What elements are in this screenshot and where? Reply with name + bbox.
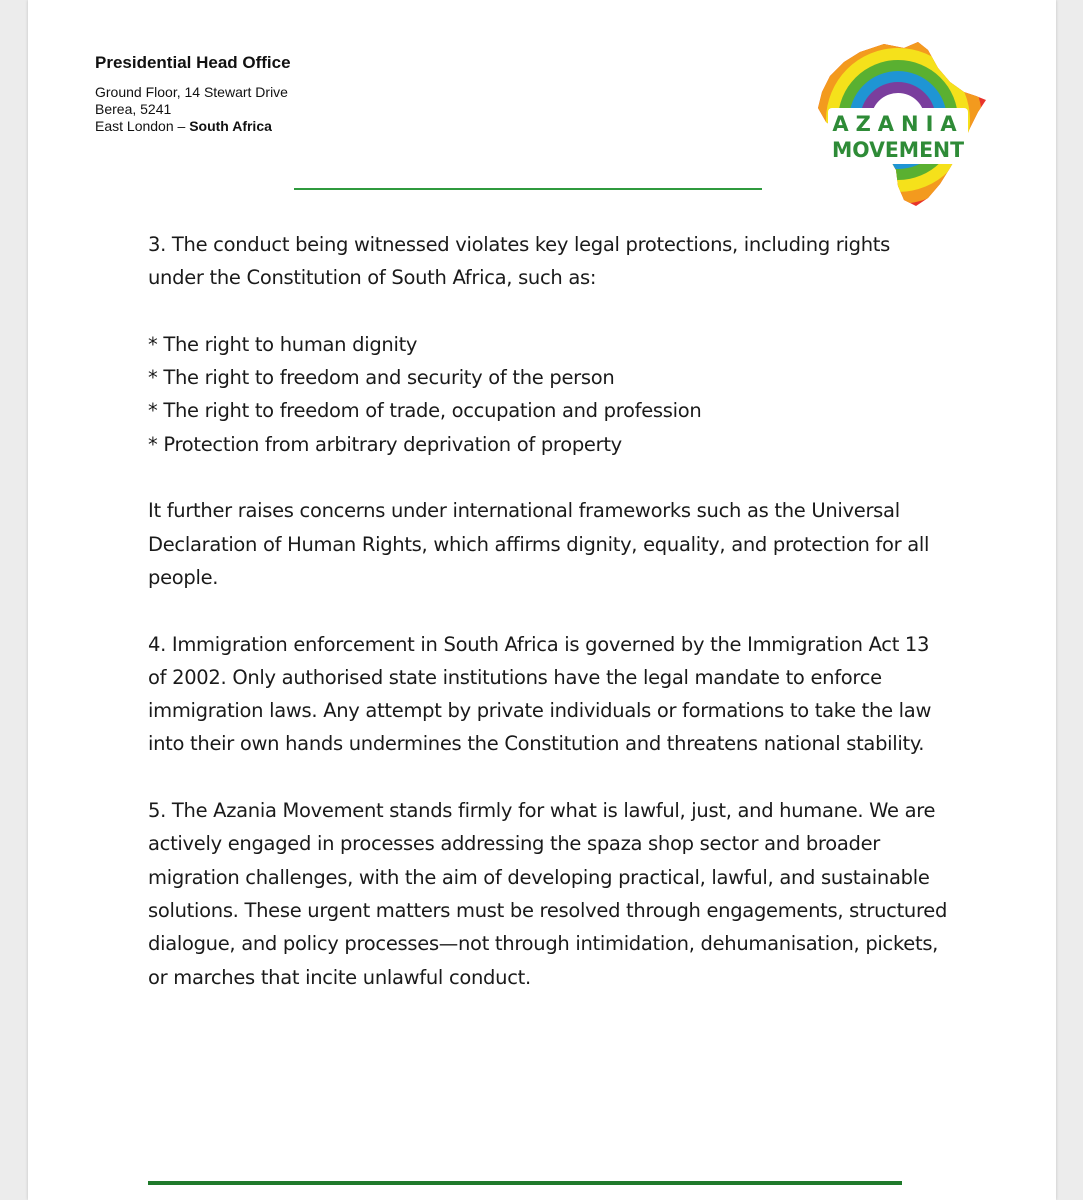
office-address [95, 84, 288, 135]
address-line-2: Berea, 5241 [95, 101, 172, 117]
office-title: Presidential Head Office [95, 53, 291, 72]
paragraph-5: 5. The Azania Movement stands firmly for what is lawful, just, and humane. We are actively engaged in processes addressing the spaza shop sector and broader migration challenges, with the aim of developing practical, lawful, and sustainable solutions. These urgent matters must be resolved through engagements, structured dialogue, and policy processes—not through intimidation, dehumanisation, pickets, or marches that incite unlawful conduct. [148, 799, 948, 989]
logo-text-azania: AZANIA [832, 112, 964, 136]
letter-page [28, 0, 1056, 1200]
paragraph-3-intro: 3. The conduct being witnessed violates key legal protections, including rights under the Constitution of South Africa, such as: [148, 233, 890, 290]
paragraph-3-international: It further raises concerns under international frameworks such as the Universal Declaration of Human Rights, which affirms dignity, equality, and protection for all people. [148, 499, 930, 589]
address-line-3 [95, 118, 288, 135]
address-city: East London – [95, 118, 190, 134]
letter-body [148, 228, 948, 1027]
paragraph-4: 4. Immigration enforcement in South Africa is governed by the Immigration Act 13 of 2002. Only authorised state institutions have the legal mandate to enforce immigration laws. Any attempt by private individuals or formations to take the law into their own hands undermines the Constitution and threatens national stability. [148, 632, 932, 756]
logo-text-movement: MOVEMENT [832, 138, 965, 162]
rights-list-item: * Protection from arbitrary deprivation of property [148, 432, 622, 456]
rights-list-item: * The right to freedom of trade, occupation and profession [148, 399, 702, 423]
rights-list-item: * The right to human dignity [148, 332, 418, 356]
footer-divider [148, 1181, 902, 1185]
header-divider [294, 188, 762, 190]
address-line-1: Ground Floor, 14 Stewart Drive [95, 84, 288, 100]
rights-list [148, 328, 948, 461]
azania-movement-logo [800, 38, 992, 210]
address-country: South Africa [189, 118, 272, 134]
rights-list-item: * The right to freedom and security of the person [148, 366, 615, 390]
